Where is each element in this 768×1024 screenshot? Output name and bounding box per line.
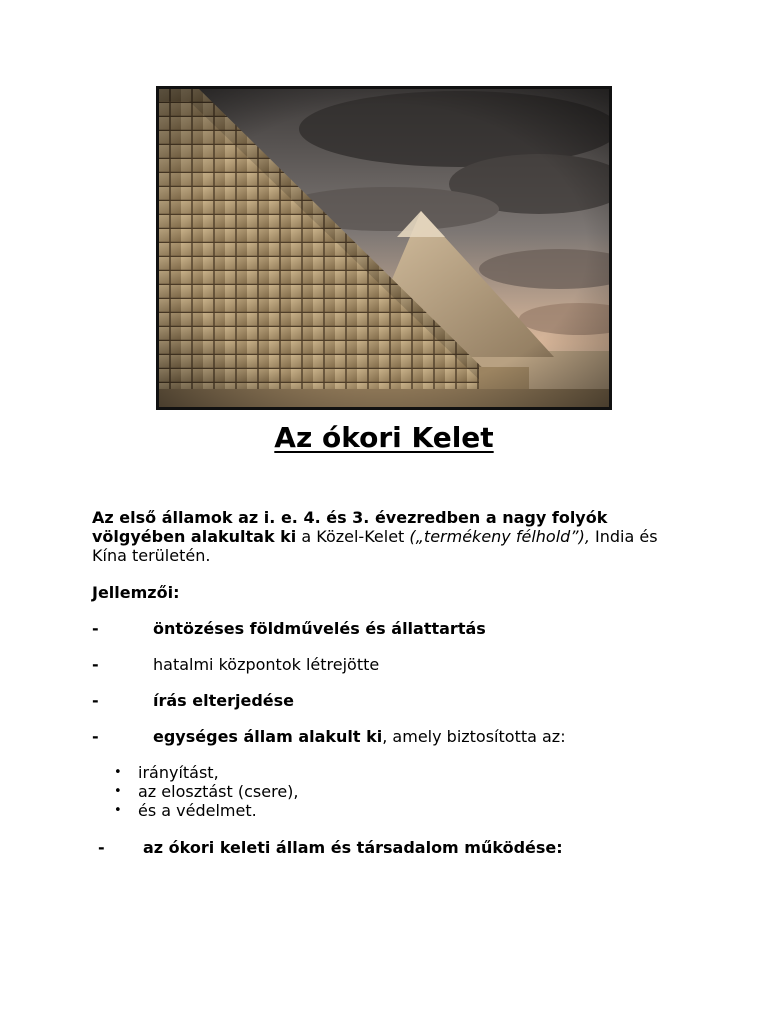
intro-bold: Az első államok az i. e. 4. és 3. évezredben a nagy folyók völgyében alakultak ki (92, 508, 608, 546)
list-item (112, 782, 299, 801)
bullet-list (112, 763, 299, 820)
list-item-text: irányítást, (138, 763, 219, 782)
feature-normal: , amely biztosította az: (382, 727, 566, 746)
feature-dash: - (92, 691, 99, 710)
intro-italic: („termékeny félhold”), (409, 527, 590, 546)
last-item-dash: - (98, 838, 105, 857)
list-item-text: az elosztást (csere), (138, 782, 299, 801)
page-title: Az ókori Kelet (274, 421, 494, 454)
pyramids-illustration (159, 89, 609, 407)
list-item-text: és a védelmet. (138, 801, 257, 820)
feature-dash: - (92, 727, 99, 746)
features-heading: Jellemzői: (92, 583, 180, 602)
feature-normal: hatalmi központok létrejötte (153, 655, 380, 674)
feature-dash: - (92, 655, 99, 674)
intro-normal-1: a Közel-Kelet (296, 527, 410, 546)
feature-dash: - (92, 619, 99, 638)
feature-bold: egységes állam alakult ki (153, 727, 383, 746)
intro-paragraph (92, 508, 692, 565)
bullet-icon: • (114, 765, 122, 780)
feature-bold: öntözéses földművelés és állattartás (153, 619, 486, 638)
bullet-icon: • (114, 803, 122, 818)
bullet-icon: • (114, 784, 122, 799)
list-item (112, 763, 299, 782)
last-item-text: az ókori keleti állam és társadalom működése: (143, 838, 563, 857)
intro-normal-2: India és Kína területén. (92, 527, 658, 565)
feature-bold: írás elterjedése (153, 691, 295, 710)
pyramids-photo (156, 86, 612, 410)
list-item (112, 801, 299, 820)
